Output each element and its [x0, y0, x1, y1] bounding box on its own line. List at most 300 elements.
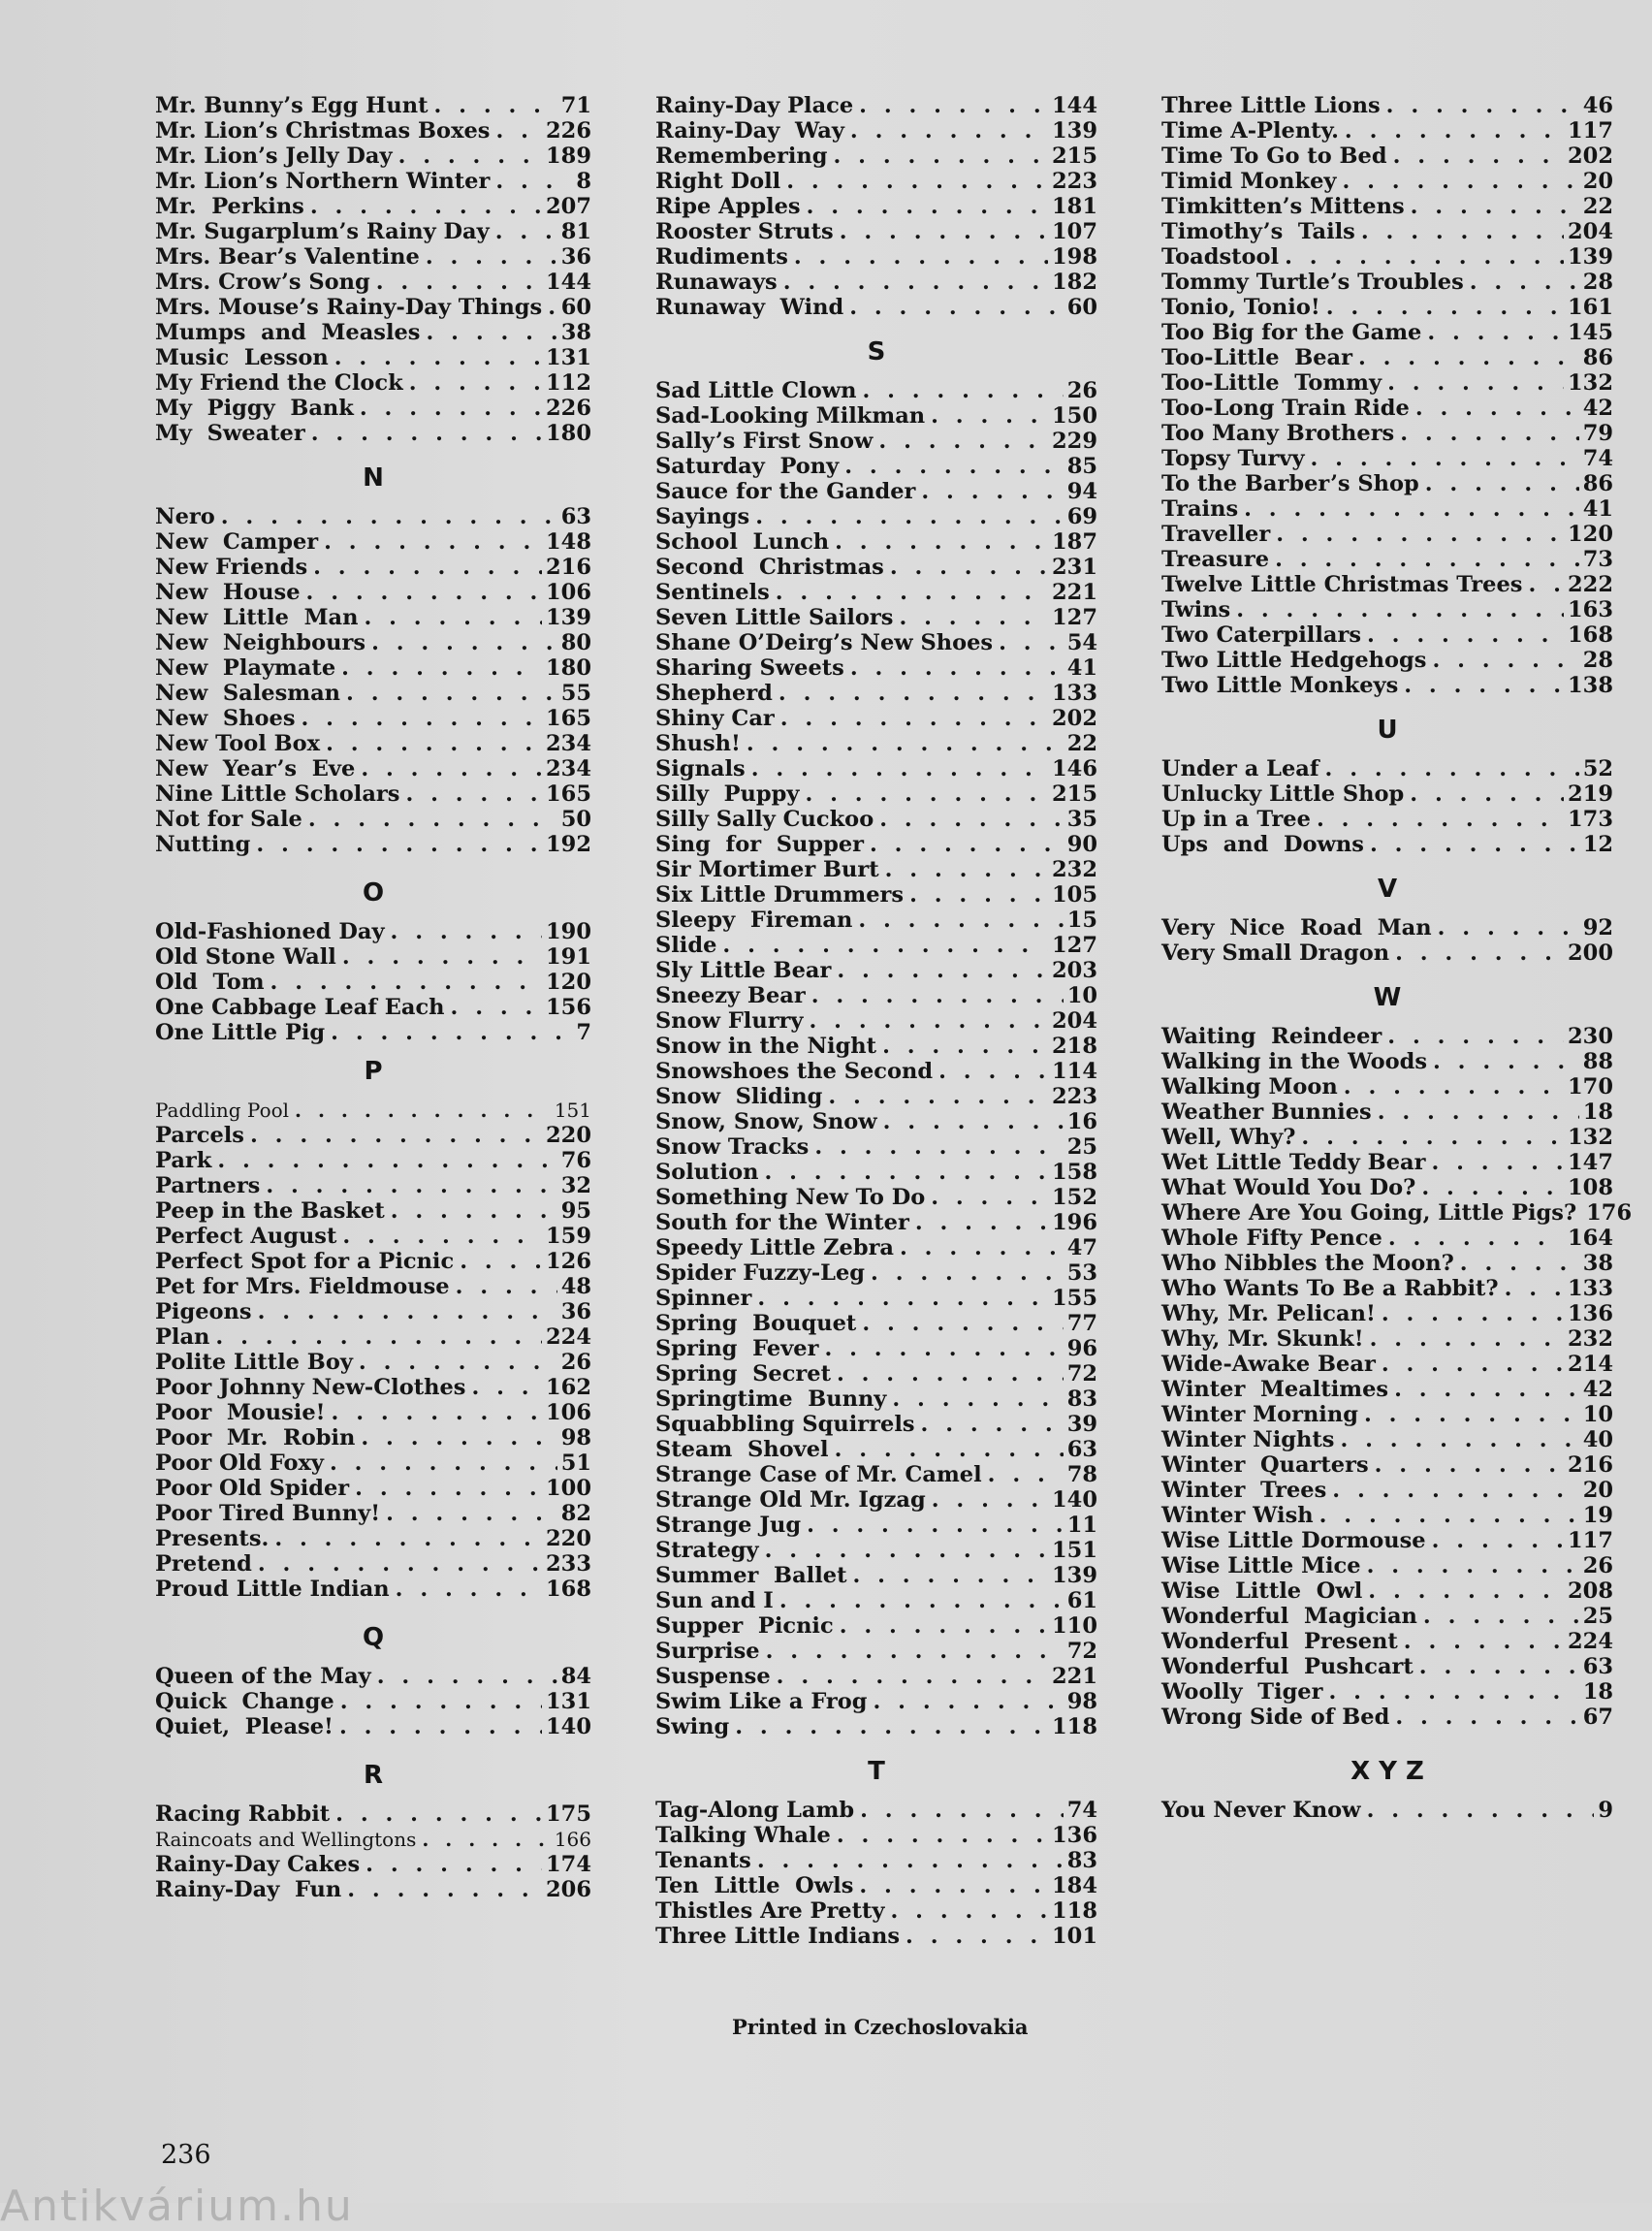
- dot-leader: [915, 479, 1063, 504]
- dot-leader: [877, 1109, 1064, 1134]
- entry-page-number: 133: [1052, 681, 1097, 706]
- entry-title: Poor Mousie!: [155, 1400, 326, 1425]
- dot-leader: [716, 933, 1048, 958]
- entry-title: Rainy-Day Way: [655, 118, 844, 143]
- index-entry: [155, 1375, 591, 1400]
- index-entry: [155, 1350, 591, 1375]
- index-entry: [155, 1324, 591, 1350]
- entry-title: Presents.: [155, 1526, 270, 1551]
- dot-leader: [305, 421, 542, 446]
- entry-title: Poor Mr. Robin: [155, 1425, 356, 1450]
- entry-page-number: 234: [546, 756, 591, 781]
- entry-page-number: 151: [554, 1099, 591, 1122]
- entry-title: Remembering: [655, 143, 828, 169]
- entry-title: Strange Old Mr. Igzag: [655, 1487, 926, 1513]
- entry-page-number: 92: [1582, 915, 1613, 940]
- entry-title: Winter Mealtimes: [1161, 1377, 1389, 1402]
- dot-leader: [289, 1098, 551, 1123]
- entry-page-number: 76: [560, 1148, 591, 1173]
- dot-leader: [353, 1350, 557, 1375]
- dot-leader: [774, 1588, 1064, 1613]
- entry-title: Saturday Pony: [655, 454, 840, 479]
- entry-page-number: 108: [1568, 1175, 1613, 1200]
- dot-leader: [803, 1008, 1048, 1034]
- index-entry: [1161, 1402, 1613, 1427]
- index-entry: [1161, 219, 1613, 244]
- entry-page-number: 90: [1066, 832, 1097, 857]
- dot-leader: [1362, 1578, 1564, 1604]
- entry-title: Shush!: [655, 731, 741, 756]
- dot-leader: [385, 1198, 557, 1224]
- dot-leader: [778, 270, 1048, 295]
- dot-leader: [340, 681, 557, 706]
- dot-leader: [445, 995, 542, 1020]
- index-entry: [655, 1361, 1097, 1386]
- index-entry: [655, 1487, 1097, 1513]
- entry-title: Pet for Mrs. Fieldmouse: [155, 1274, 450, 1299]
- dot-leader: [884, 555, 1048, 580]
- dot-leader: [1426, 648, 1578, 673]
- index-entry: [655, 655, 1097, 681]
- index-entry: [655, 1008, 1097, 1034]
- dot-leader: [834, 1613, 1048, 1639]
- index-entry: [655, 630, 1097, 655]
- dot-leader: [250, 832, 542, 857]
- dot-leader: [831, 1361, 1064, 1386]
- index-column-3: [1161, 93, 1633, 1823]
- entry-page-number: 200: [1568, 940, 1613, 966]
- entry-page-number: 28: [1582, 270, 1613, 295]
- dot-leader: [429, 93, 557, 118]
- index-entry: [655, 1059, 1097, 1084]
- dot-leader: [844, 655, 1064, 681]
- entry-title: Seven Little Sailors: [655, 605, 894, 630]
- dot-leader: [358, 605, 542, 630]
- index-entry: [155, 1274, 591, 1299]
- dot-leader: [420, 320, 556, 345]
- entry-page-number: 10: [1066, 983, 1097, 1008]
- entry-page-number: 161: [1568, 295, 1613, 320]
- entry-page-number: 28: [1582, 648, 1613, 673]
- index-entry: [155, 1098, 591, 1123]
- entry-title: Nutting: [155, 832, 251, 857]
- entry-title: Very Nice Road Man: [1161, 915, 1432, 940]
- dot-leader: [1454, 1251, 1579, 1276]
- dot-leader: [1388, 1377, 1579, 1402]
- dot-leader: [801, 1513, 1064, 1538]
- dot-leader: [265, 970, 543, 995]
- entry-title: Spring Secret: [655, 1361, 831, 1386]
- entry-page-number: 184: [1052, 1873, 1097, 1898]
- entry-title: Sun and I: [655, 1588, 774, 1613]
- index-entry: [155, 1198, 591, 1224]
- entry-title: Something New To Do: [655, 1185, 926, 1210]
- index-entry: [655, 756, 1097, 781]
- index-entry: [655, 1873, 1097, 1898]
- index-entry: [655, 1336, 1097, 1361]
- index-entry: [655, 1898, 1097, 1924]
- entry-title: Racing Rabbit: [155, 1801, 331, 1827]
- index-entry: [155, 655, 591, 681]
- entry-page-number: 41: [1582, 496, 1613, 522]
- dot-leader: [1389, 1705, 1578, 1730]
- entry-page-number: 220: [546, 1123, 591, 1148]
- dot-leader: [1432, 915, 1579, 940]
- entry-page-number: 216: [546, 555, 591, 580]
- entry-title: Shane O’Deirg’s New Shoes: [655, 630, 994, 655]
- index-entry: [1161, 807, 1613, 832]
- dot-leader: [334, 1714, 542, 1739]
- dot-leader: [982, 1462, 1064, 1487]
- dot-leader: [393, 143, 542, 169]
- entry-title: Winter Nights: [1161, 1427, 1335, 1452]
- dot-leader: [1269, 547, 1579, 572]
- dot-leader: [370, 270, 542, 295]
- index-entry: [155, 504, 591, 529]
- entry-page-number: 18: [1582, 1100, 1613, 1125]
- entry-page-number: 206: [546, 1877, 591, 1902]
- entry-title: Runaways: [655, 270, 778, 295]
- dot-leader: [1404, 781, 1564, 807]
- dot-leader: [1389, 940, 1564, 966]
- index-entry: [155, 1173, 591, 1198]
- index-entry: [1161, 1175, 1613, 1200]
- entry-page-number: 98: [560, 1425, 591, 1450]
- entry-title: Runaway Wind: [655, 295, 844, 320]
- entry-page-number: 38: [1582, 1251, 1613, 1276]
- dot-leader: [260, 1173, 556, 1198]
- entry-title: Sad Little Clown: [655, 378, 857, 403]
- entry-title: Too-Little Bear: [1161, 345, 1352, 370]
- entry-page-number: 220: [546, 1526, 591, 1551]
- entry-page-number: 230: [1568, 1024, 1613, 1049]
- index-entry: [1161, 194, 1613, 219]
- entry-page-number: 203: [1052, 958, 1097, 983]
- dot-leader: [1410, 396, 1579, 421]
- entry-title: Mr. Lion’s Christmas Boxes: [155, 118, 491, 143]
- entry-page-number: 114: [1052, 1059, 1097, 1084]
- index-entry: [1161, 1553, 1613, 1578]
- entry-title: Two Little Monkeys: [1161, 673, 1399, 698]
- index-entry: [155, 756, 591, 781]
- dot-leader: [886, 1386, 1063, 1412]
- entry-title: Woolly Tiger: [1161, 1679, 1323, 1705]
- entry-page-number: 26: [1066, 378, 1097, 403]
- index-entry: [1161, 270, 1613, 295]
- index-entry: [1161, 597, 1613, 622]
- index-entry: [155, 944, 591, 970]
- dot-leader: [1230, 597, 1564, 622]
- index-entry: [155, 1577, 591, 1602]
- entry-title: Rainy-Day Place: [655, 93, 854, 118]
- dot-leader: [827, 143, 1048, 169]
- dot-leader: [818, 1336, 1063, 1361]
- dot-leader: [360, 1852, 542, 1877]
- entry-title: Timothy’s Tails: [1161, 219, 1355, 244]
- dot-leader: [729, 1714, 1048, 1739]
- entry-page-number: 25: [1066, 1134, 1097, 1160]
- entry-page-number: 10: [1582, 1402, 1613, 1427]
- dot-leader: [336, 944, 542, 970]
- index-entry: [155, 270, 591, 295]
- dot-leader: [915, 1412, 1064, 1437]
- entry-title: Quick Change: [155, 1689, 334, 1714]
- entry-title: Too Big for the Game: [1161, 320, 1422, 345]
- entry-title: Whole Fifty Pence: [1161, 1226, 1382, 1251]
- index-entry: [155, 1801, 591, 1827]
- entry-title: Snow Flurry: [655, 1008, 804, 1034]
- dot-leader: [1364, 1326, 1564, 1352]
- entry-title: Tonio, Tonio!: [1161, 295, 1320, 320]
- index-entry: [655, 933, 1097, 958]
- entry-page-number: 165: [546, 706, 591, 731]
- entry-title: Sauce for the Gander: [655, 479, 916, 504]
- entry-page-number: 155: [1052, 1286, 1097, 1311]
- index-entry: [1161, 1478, 1613, 1503]
- dot-leader: [1425, 1150, 1564, 1175]
- entry-page-number: 202: [1052, 706, 1097, 731]
- index-entry: [155, 995, 591, 1020]
- entry-page-number: 191: [546, 944, 591, 970]
- dot-leader: [873, 429, 1048, 454]
- index-entry: [655, 1798, 1097, 1823]
- entry-title: Quiet, Please!: [155, 1714, 334, 1739]
- entry-page-number: 207: [546, 194, 591, 219]
- entry-title: Strange Case of Mr. Camel: [655, 1462, 982, 1487]
- entry-page-number: 226: [546, 396, 591, 421]
- dot-leader: [490, 169, 572, 194]
- index-entry: [655, 93, 1097, 118]
- entry-page-number: 189: [546, 143, 591, 169]
- index-entry: [1161, 345, 1613, 370]
- section-letter: N: [363, 463, 384, 493]
- entry-page-number: 71: [560, 93, 591, 118]
- dot-leader: [893, 605, 1048, 630]
- dot-leader: [330, 1801, 542, 1827]
- dot-leader: [879, 857, 1048, 882]
- dot-leader: [831, 1823, 1048, 1848]
- entry-page-number: 162: [546, 1375, 591, 1400]
- entry-page-number: 120: [1568, 522, 1613, 547]
- entry-page-number: 11: [1066, 1513, 1097, 1538]
- entry-page-number: 208: [1568, 1578, 1613, 1604]
- dot-leader: [799, 781, 1048, 807]
- entry-title: Wet Little Teddy Bear: [1161, 1150, 1426, 1175]
- entry-page-number: 94: [1066, 479, 1097, 504]
- entry-title: Swing: [655, 1714, 730, 1739]
- entry-title: Second Christmas: [655, 555, 884, 580]
- index-entry: [655, 1386, 1097, 1412]
- section-letter: U: [1377, 716, 1398, 745]
- index-entry: [1161, 547, 1613, 572]
- entry-title: Right Doll: [655, 169, 781, 194]
- entry-title: Rainy-Day Fun: [155, 1877, 342, 1902]
- entry-title: My Sweater: [155, 421, 305, 446]
- entry-title: Strange Jug: [655, 1513, 802, 1538]
- entry-page-number: 140: [1052, 1487, 1097, 1513]
- index-entry: [1161, 1427, 1613, 1452]
- entry-page-number: 53: [1066, 1260, 1097, 1286]
- index-entry: [155, 781, 591, 807]
- index-entry: [655, 958, 1097, 983]
- entry-title: Six Little Drummers: [655, 882, 905, 908]
- entry-title: Three Little Lions: [1161, 93, 1381, 118]
- entry-title: Perfect Spot for a Picnic: [155, 1249, 455, 1274]
- index-entry: [155, 345, 591, 370]
- dot-leader: [1499, 1276, 1564, 1301]
- entry-title: Slide: [655, 933, 717, 958]
- dot-leader: [751, 1848, 1064, 1873]
- entry-page-number: 156: [546, 995, 591, 1020]
- entry-title: Rainy-Day Cakes: [155, 1852, 361, 1877]
- entry-title: Sleepy Fireman: [655, 908, 853, 933]
- index-entry: [655, 605, 1097, 630]
- dot-leader: [390, 1577, 542, 1602]
- entry-page-number: 42: [1582, 396, 1613, 421]
- dot-leader: [324, 1450, 557, 1476]
- dot-leader: [1522, 572, 1564, 597]
- index-entry: [155, 194, 591, 219]
- index-entry: [1161, 1150, 1613, 1175]
- index-entry: [655, 1109, 1097, 1134]
- dot-leader: [894, 1235, 1064, 1260]
- dot-leader: [773, 681, 1048, 706]
- dot-leader: [1352, 345, 1579, 370]
- dot-leader: [296, 706, 543, 731]
- dot-leader: [1336, 169, 1578, 194]
- entry-title: Spring Bouquet: [655, 1311, 857, 1336]
- index-entry: [655, 1639, 1097, 1664]
- entry-page-number: 74: [1582, 446, 1613, 471]
- entry-page-number: 83: [1066, 1848, 1097, 1873]
- index-entry: [1161, 622, 1613, 648]
- entry-page-number: 165: [546, 781, 591, 807]
- section-letter: T: [868, 1757, 885, 1786]
- entry-page-number: 133: [1568, 1276, 1613, 1301]
- dot-leader: [926, 1487, 1048, 1513]
- entry-title: Poor Old Spider: [155, 1476, 350, 1501]
- dot-leader: [1382, 1226, 1564, 1251]
- index-entry: [655, 429, 1097, 454]
- entry-page-number: 226: [546, 118, 591, 143]
- entry-title: Timkitten’s Mittens: [1161, 194, 1405, 219]
- entry-title: Summer Ballet: [655, 1563, 847, 1588]
- dot-leader: [490, 219, 557, 244]
- entry-page-number: 164: [1568, 1226, 1613, 1251]
- dot-leader: [925, 1185, 1048, 1210]
- entry-title: Too-Long Train Ride: [1161, 396, 1410, 421]
- entry-page-number: 35: [1066, 807, 1097, 832]
- entry-title: Wise Little Owl: [1161, 1578, 1363, 1604]
- index-entry: [655, 832, 1097, 857]
- index-entry: [155, 93, 591, 118]
- index-entry: [1161, 1705, 1613, 1730]
- index-entry: [1161, 496, 1613, 522]
- index-entry: [1161, 1679, 1613, 1705]
- dot-leader: [465, 1375, 542, 1400]
- entry-title: Two Caterpillars: [1161, 622, 1362, 648]
- entry-title: Rooster Struts: [655, 219, 834, 244]
- entry-page-number: 204: [1052, 1008, 1097, 1034]
- index-entry: [655, 983, 1097, 1008]
- dot-leader: [1398, 673, 1564, 698]
- dot-leader: [252, 1551, 542, 1577]
- entry-title: Trains: [1161, 496, 1239, 522]
- entry-page-number: 170: [1568, 1074, 1613, 1100]
- entry-page-number: 22: [1582, 194, 1613, 219]
- index-entry: [655, 378, 1097, 403]
- dot-leader: [1398, 1629, 1564, 1654]
- dot-leader: [829, 1437, 1064, 1462]
- dot-leader: [852, 908, 1063, 933]
- dot-leader: [304, 194, 542, 219]
- dot-leader: [993, 630, 1064, 655]
- dot-leader: [420, 244, 557, 270]
- dot-leader: [1295, 1125, 1564, 1150]
- entry-page-number: 100: [546, 1476, 591, 1501]
- dot-leader: [771, 1664, 1048, 1689]
- entry-title: Winter Quarters: [1161, 1452, 1369, 1478]
- entry-title: Suspense: [655, 1664, 771, 1689]
- entry-page-number: 38: [560, 320, 591, 345]
- entry-page-number: 168: [1568, 622, 1613, 648]
- dot-leader: [341, 1877, 542, 1902]
- index-entry: [1161, 673, 1613, 698]
- entry-title: Mr. Sugarplum’s Rainy Day: [155, 219, 490, 244]
- entry-page-number: 118: [1052, 1898, 1097, 1924]
- dot-leader: [876, 1034, 1048, 1059]
- entry-page-number: 196: [1052, 1210, 1097, 1235]
- index-entry: [655, 1412, 1097, 1437]
- entry-page-number: 26: [560, 1350, 591, 1375]
- entry-title: Thistles Are Pretty: [655, 1898, 885, 1924]
- entry-title: Wise Little Dormouse: [1161, 1528, 1426, 1553]
- index-entry: [1161, 396, 1613, 421]
- dot-leader: [1376, 1352, 1564, 1377]
- index-entry: [655, 1823, 1097, 1848]
- dot-leader: [380, 1501, 557, 1526]
- index-entry: [1161, 1578, 1613, 1604]
- entry-page-number: 204: [1568, 219, 1613, 244]
- entry-page-number: 84: [560, 1664, 591, 1689]
- entry-title: Nine Little Scholars: [155, 781, 400, 807]
- entry-title: Solution: [655, 1160, 759, 1185]
- entry-page-number: 229: [1052, 429, 1097, 454]
- index-entry: [155, 320, 591, 345]
- entry-title: Old Tom: [155, 970, 265, 995]
- entry-title: Mumps and Measles: [155, 320, 421, 345]
- entry-page-number: 224: [546, 1324, 591, 1350]
- dot-leader: [1358, 1402, 1579, 1427]
- entry-title: Strategy: [655, 1538, 759, 1563]
- entry-page-number: 25: [1582, 1604, 1613, 1629]
- entry-page-number: 82: [560, 1501, 591, 1526]
- index-entry: [1161, 1276, 1613, 1301]
- index-entry: [655, 1513, 1097, 1538]
- entry-title: Poor Old Foxy: [155, 1450, 324, 1476]
- index-entry: [1161, 446, 1613, 471]
- index-entry: [155, 605, 591, 630]
- dot-leader: [843, 295, 1063, 320]
- index-entry: [155, 1877, 591, 1902]
- entry-page-number: 106: [546, 580, 591, 605]
- dot-leader: [749, 504, 1063, 529]
- entry-page-number: 72: [1066, 1361, 1097, 1386]
- index-entry: [655, 1084, 1097, 1109]
- index-entry: [155, 731, 591, 756]
- entry-title: Old-Fashioned Day: [155, 919, 385, 944]
- entry-page-number: 112: [546, 370, 591, 396]
